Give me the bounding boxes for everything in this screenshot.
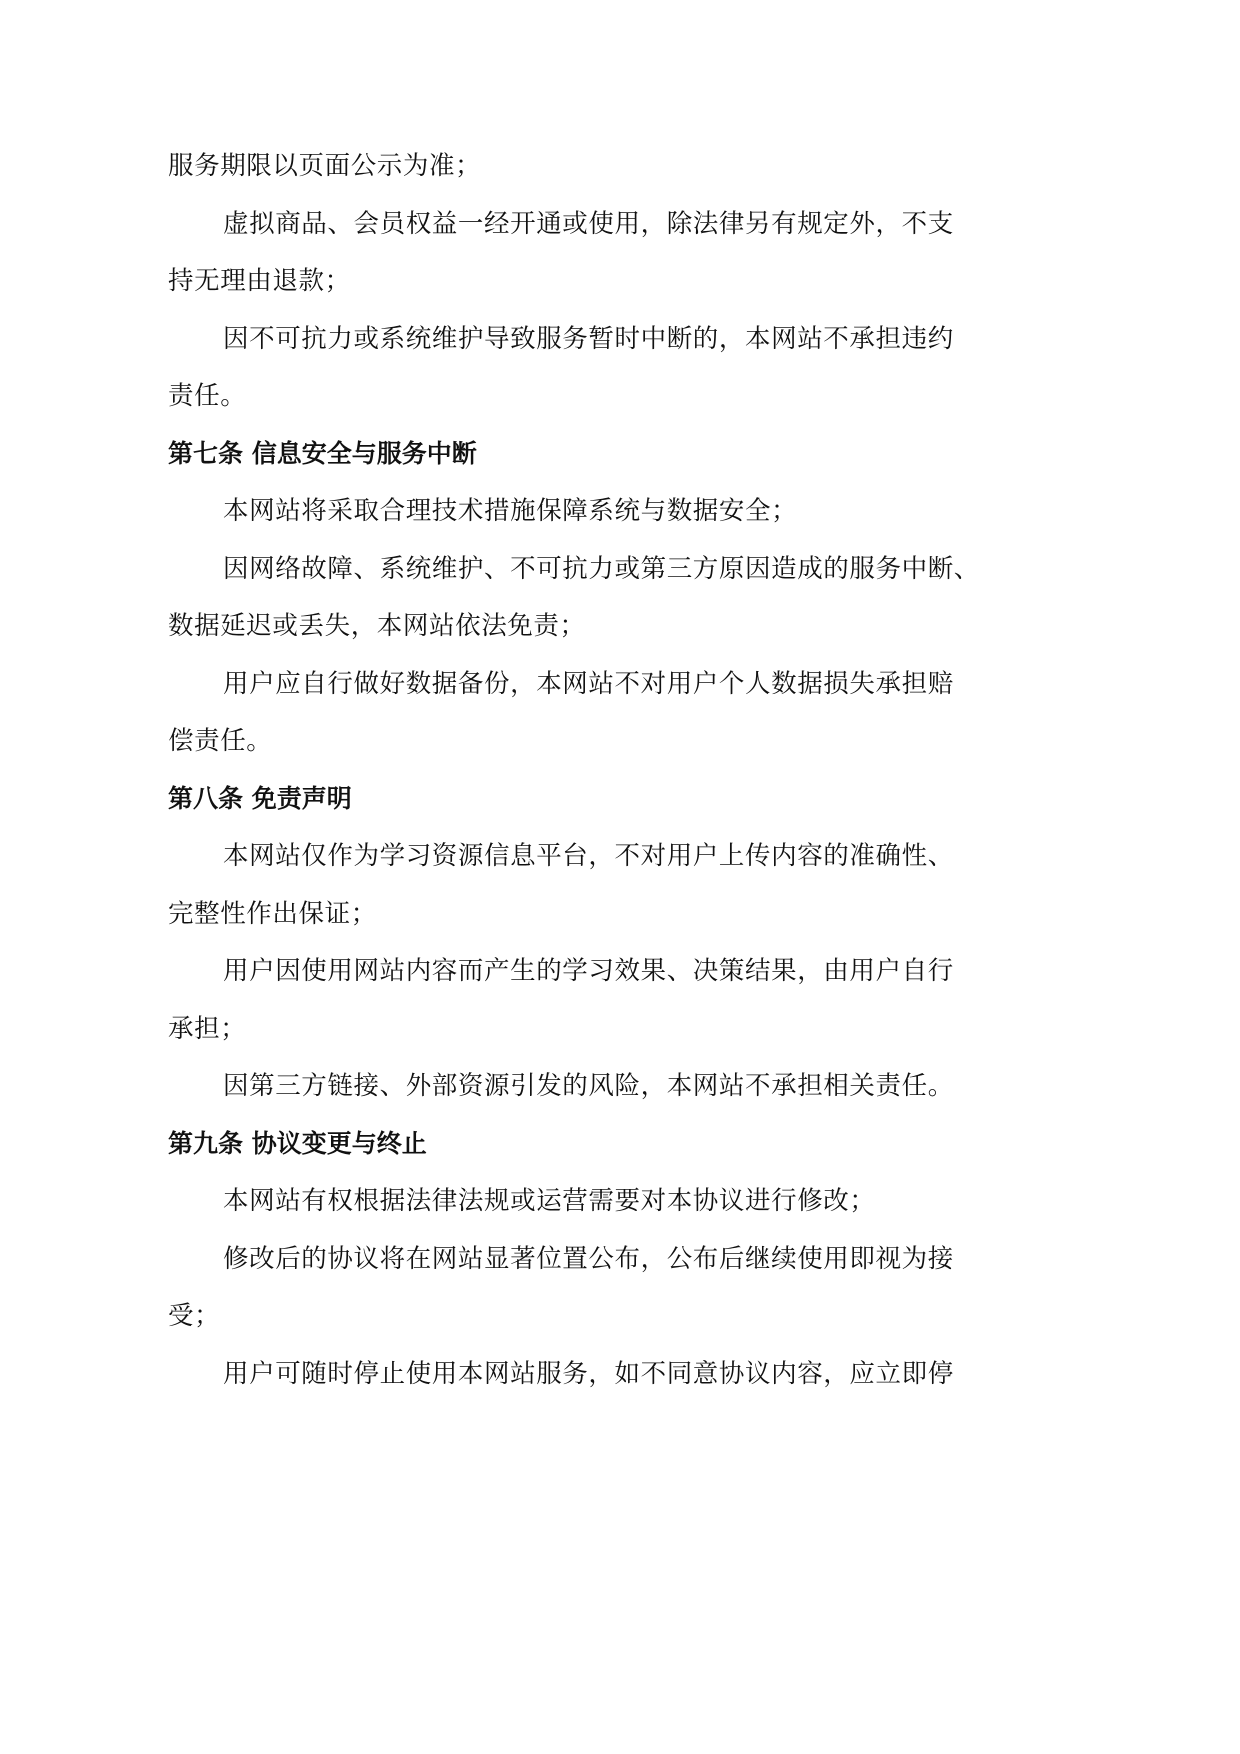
paragraph-third-party-links: 因第三方链接、外部资源引发的风险，本网站不承担相关责任。: [223, 1071, 954, 1101]
section-heading-article-8: 第八条 免责声明: [168, 783, 352, 813]
paragraph-user-responsibility: 用户因使用网站内容而产生的学习效果、决策结果，由用户自行: [223, 956, 954, 986]
text-line-continuation: 持无理由退款；: [168, 266, 351, 296]
text-line-continuation: 完整性作出保证；: [168, 898, 377, 929]
text-line-continuation: 责任。: [168, 381, 247, 411]
paragraph-data-backup: 用户应自行做好数据备份，本网站不对用户个人数据损失承担赔: [223, 668, 954, 699]
section-heading-article-7: 第七条 信息安全与服务中断: [168, 438, 477, 468]
paragraph-virtual-goods-refund: 虚拟商品、会员权益一经开通或使用，除法律另有规定外，不支: [223, 208, 954, 239]
paragraph-security-measures: 本网站将采取合理技术措施保障系统与数据安全；: [223, 496, 798, 526]
paragraph-platform-disclaimer: 本网站仅作为学习资源信息平台，不对用户上传内容的准确性、: [223, 841, 954, 871]
paragraph-force-majeure: 因不可抗力或系统维护导致服务暂时中断的，本网站不承担违约: [223, 323, 954, 354]
text-line-continuation: 受；: [168, 1301, 221, 1331]
section-heading-article-9: 第九条 协议变更与终止: [168, 1128, 427, 1158]
paragraph-service-interruption: 因网络故障、系统维护、不可抗力或第三方原因造成的服务中断、: [223, 553, 980, 584]
paragraph-publication-acceptance: 修改后的协议将在网站显著位置公布，公布后继续使用即视为接: [223, 1243, 954, 1274]
text-line-continuation: 数据延迟或丢失，本网站依法免责；: [168, 611, 586, 641]
text-line-continuation: 承担；: [168, 1013, 247, 1044]
text-line-continuation: 服务期限以页面公示为准；: [168, 151, 482, 181]
paragraph-termination: 用户可随时停止使用本网站服务，如不同意协议内容，应立即停: [223, 1358, 954, 1389]
text-line-continuation: 偿责任。: [168, 726, 273, 756]
paragraph-right-to-modify: 本网站有权根据法律法规或运营需要对本协议进行修改；: [223, 1186, 876, 1216]
document-page: [168, 143, 980, 1408]
